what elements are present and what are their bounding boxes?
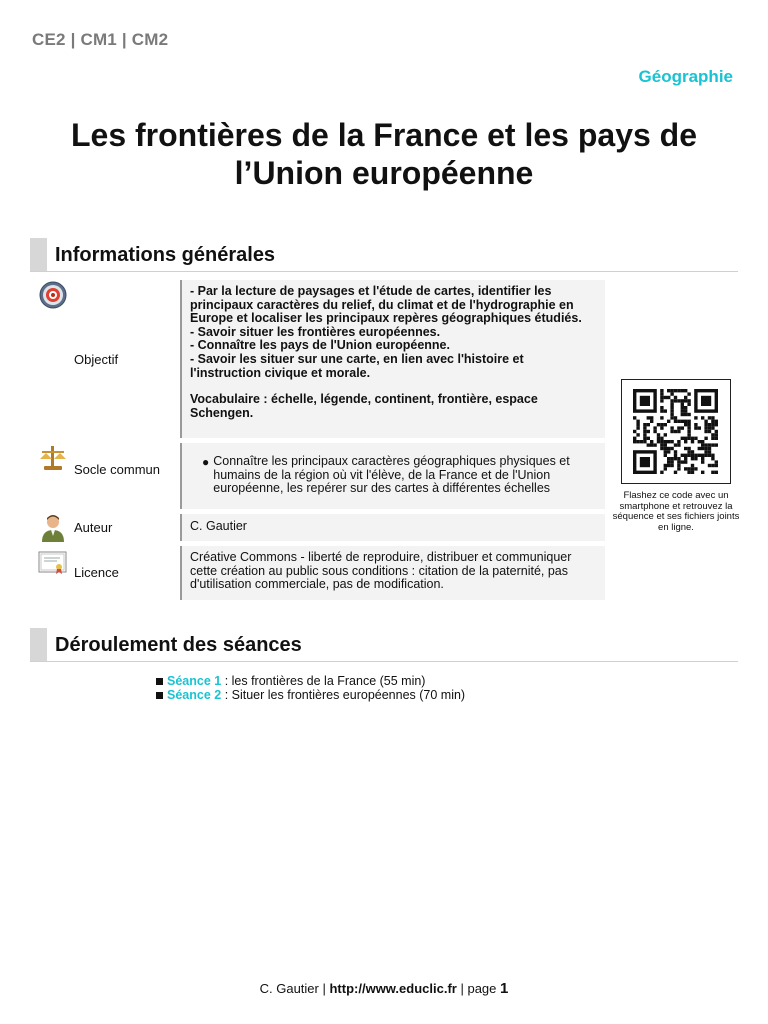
title-line-2: l’Union européenne — [234, 155, 534, 191]
auteur-value: C. Gautier — [180, 514, 605, 541]
row-licence — [30, 546, 605, 600]
page-footer — [0, 980, 768, 997]
section-informations — [30, 238, 738, 272]
qr-code-icon — [621, 379, 731, 484]
certificate-icon — [38, 548, 68, 578]
seance-1-link[interactable]: Séance 1 — [167, 674, 222, 688]
section-title: Informations générales — [55, 244, 276, 266]
section-title: Déroulement des séances — [55, 634, 302, 656]
objectif-label: Objectif — [74, 352, 119, 367]
row-objectif — [30, 280, 605, 438]
socle-item-text: Connaître les principaux caractères géographiques physiques et humains de la région où vit l'élève, de la France et de l'Union européenne, les repérer sur des cartes à différentes échelles — [213, 454, 570, 496]
person-icon — [38, 513, 68, 543]
objectif-line-4: - Savoir les situer sur une carte, en lien avec l'histoire et l'instruction civique et morale. — [190, 351, 524, 380]
footer-page-label: | page — [460, 981, 497, 996]
row-socle — [30, 443, 605, 509]
seance-list — [156, 674, 465, 702]
row-auteur — [30, 514, 605, 541]
scales-icon — [38, 443, 68, 473]
objectif-line-1: - Par la lecture de paysages et l'étude de cartes, identifier les principaux caractères du relief, du climat et de l'hydrographie en Europe et localiser les principaux repères géographiques étudiés. — [190, 284, 582, 326]
title-line-1: Les frontières de la France et les pays de — [70, 117, 698, 153]
target-icon — [38, 280, 68, 310]
footer-url-link[interactable]: http://www.educlic.fr — [329, 981, 457, 996]
footer-author: C. Gautier | — [259, 981, 326, 996]
objectif-vocabulaire: Vocabulaire : échelle, légende, continent, frontière, espace Schengen. — [190, 392, 538, 420]
levels-header: CE2 | CM1 | CM2 — [32, 30, 169, 49]
seance-1-text: : les frontières de la France (55 min) — [221, 674, 426, 688]
section-deroulement — [30, 628, 738, 662]
objectif-line-2: - Savoir situer les frontières européennes. — [190, 324, 441, 339]
seance-2-link[interactable]: Séance 2 — [167, 688, 222, 702]
socle-content — [180, 443, 605, 509]
objectif-content — [180, 280, 605, 438]
licence-label: Licence — [74, 565, 119, 580]
seance-2-text: : Situer les frontières européennes (70 min) — [221, 688, 466, 702]
square-bullet-icon — [156, 692, 163, 699]
subject-label: Géographie — [638, 67, 733, 86]
objectif-line-3: - Connaître les pays de l'Union européenne. — [190, 338, 450, 353]
section-bar — [30, 238, 47, 271]
auteur-label: Auteur — [74, 520, 113, 535]
square-bullet-icon — [156, 678, 163, 685]
qr-caption: Flashez ce code avec un smartphone et retrouvez la séquence et ses fichiers joints en ligne. — [612, 490, 740, 533]
page-title — [0, 116, 768, 192]
licence-value: Créative Commons - liberté de reproduire, distribuer et communiquer cette création au public sous conditions : citation de la paternité, pas d'utilisation commerciale, pas de modification. — [180, 546, 605, 600]
footer-page-number: 1 — [500, 980, 509, 997]
socle-label: Socle commun — [74, 462, 160, 477]
bullet-icon: ● — [202, 455, 210, 469]
list-item — [156, 674, 465, 688]
section-bar — [30, 628, 47, 661]
list-item — [156, 688, 465, 702]
socle-item — [190, 455, 597, 496]
